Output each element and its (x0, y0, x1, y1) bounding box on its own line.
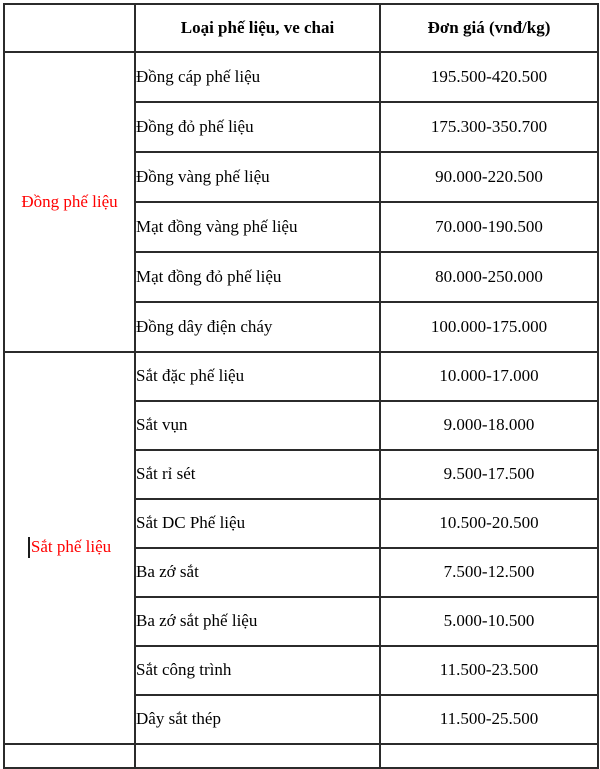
partial-row (4, 744, 598, 768)
material-cell: Mạt đồng đỏ phế liệu (135, 252, 380, 302)
price-cell: 10.500-20.500 (380, 499, 598, 548)
text-cursor (28, 537, 30, 558)
table-header-row (4, 4, 598, 52)
header-group-column (4, 4, 135, 52)
material-cell: Sắt DC Phế liệu (135, 499, 380, 548)
material-cell: Ba zớ sắt phế liệu (135, 597, 380, 646)
price-cell: 7.500-12.500 (380, 548, 598, 597)
price-cell: 9.000-18.000 (380, 401, 598, 450)
price-cell: 100.000-175.000 (380, 302, 598, 352)
partial-cell (380, 744, 598, 768)
price-cell: 9.500-17.500 (380, 450, 598, 499)
group-label-iron-text: Sắt phế liệu (30, 537, 112, 557)
table-row (4, 352, 598, 401)
partial-cell (4, 744, 135, 768)
material-cell: Sắt rỉ sét (135, 450, 380, 499)
material-cell: Đồng dây điện cháy (135, 302, 380, 352)
material-cell: Dây sắt thép (135, 695, 380, 744)
price-cell: 90.000-220.500 (380, 152, 598, 202)
group-label-iron (4, 352, 135, 744)
scrap-price-table (3, 3, 599, 769)
material-cell: Đồng vàng phế liệu (135, 152, 380, 202)
material-cell: Mạt đồng vàng phế liệu (135, 202, 380, 252)
table-row (4, 52, 598, 102)
price-cell: 5.000-10.500 (380, 597, 598, 646)
material-cell: Đồng đỏ phế liệu (135, 102, 380, 152)
material-cell: Sắt vụn (135, 401, 380, 450)
price-cell: 10.000-17.000 (380, 352, 598, 401)
header-type-column: Loại phế liệu, ve chai (135, 4, 380, 52)
price-cell: 70.000-190.500 (380, 202, 598, 252)
material-cell: Ba zớ sắt (135, 548, 380, 597)
price-cell: 195.500-420.500 (380, 52, 598, 102)
material-cell: Đồng cáp phế liệu (135, 52, 380, 102)
partial-cell (135, 744, 380, 768)
material-cell: Sắt công trình (135, 646, 380, 695)
price-cell: 11.500-25.500 (380, 695, 598, 744)
price-cell: 80.000-250.000 (380, 252, 598, 302)
header-price-column: Đơn giá (vnđ/kg) (380, 4, 598, 52)
price-cell: 175.300-350.700 (380, 102, 598, 152)
price-cell: 11.500-23.500 (380, 646, 598, 695)
material-cell: Sắt đặc phế liệu (135, 352, 380, 401)
group-label-copper: Đồng phế liệu (4, 52, 135, 352)
